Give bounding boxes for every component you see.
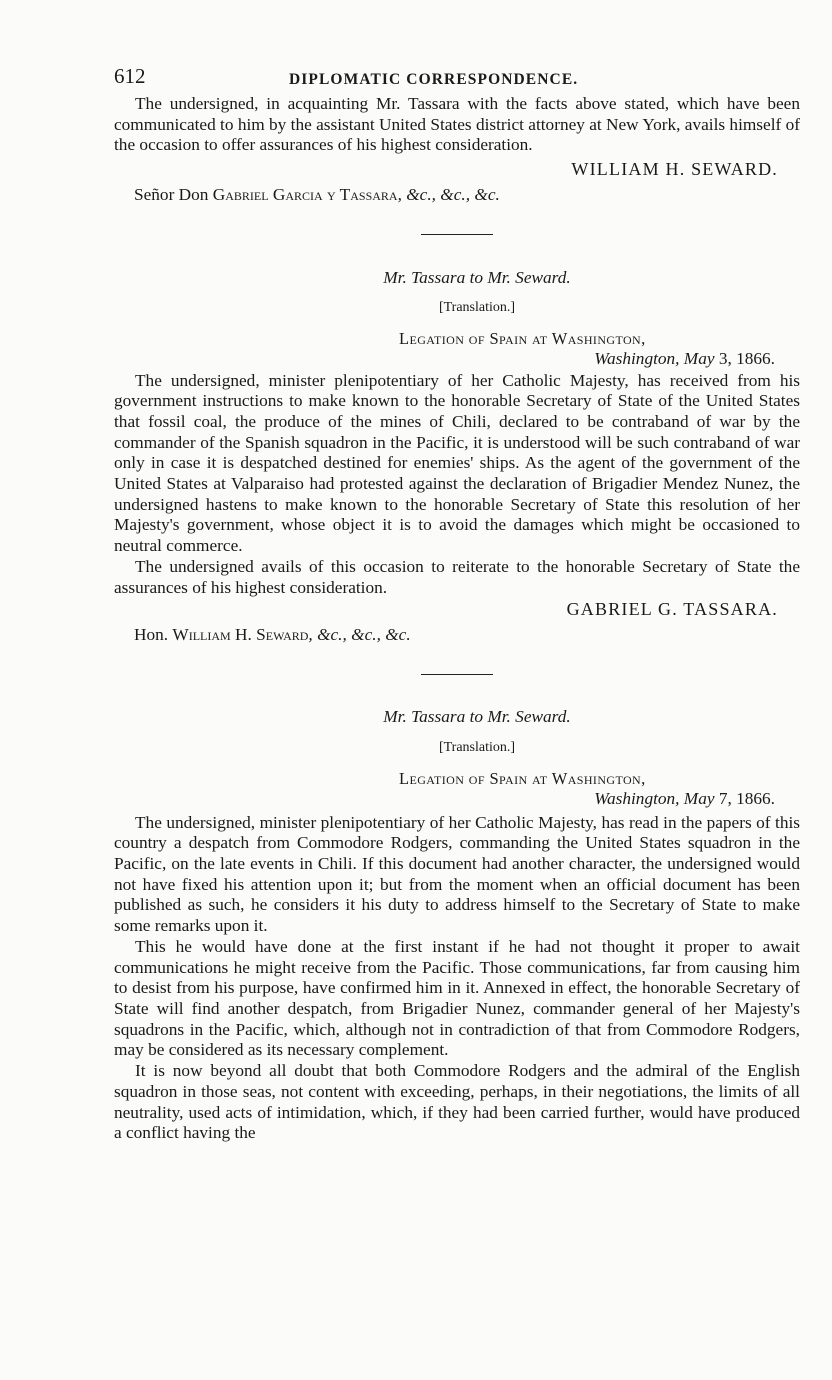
running-head	[114, 60, 800, 94]
section-divider	[421, 674, 493, 675]
letter3-translation-note: [Translation.]	[438, 739, 516, 755]
page-number: 612	[114, 64, 146, 88]
letter3-legation: Legation of Spain at Washington,	[399, 768, 646, 788]
letter3-paragraph-1: The undersigned, minister plenipotentiary of her Catholic Majesty, has read in the papers of this country a despatch from Commodore Rodgers, commanding the United States squadron in the Pacific, on the late events in Chili. If this document had another character, the undersigned would not have fixed his attention upon it; but from the moment when an official document has been published as such, he considers it his duty to address himself to the Secretary of State to make some remarks upon it.	[114, 812, 800, 936]
letter3-paragraph-3: It is now beyond all doubt that both Commodore Rodgers and the admiral of the English squadron in those seas, not content with exceeding, perhaps, in their negotiations, the limits of all neutrality, used acts of intimidation, which, if they had been carried further, would have produced a conflict having the	[114, 1061, 800, 1143]
letter3-heading: Mr. Tassara to Mr. Seward.	[383, 707, 571, 727]
document-page	[114, 60, 800, 1144]
letter2-paragraph-2: The undersigned avails of this occasion to reiterate to the honorable Secretary of State the assurances of his highest consideration.	[114, 556, 800, 597]
addressee-name: Gabriel Garcia y Tassara	[212, 185, 398, 205]
letter1-signature: WILLIAM H. SEWARD.	[571, 159, 778, 180]
letter2-signature: GABRIEL G. TASSARA.	[566, 599, 778, 620]
letter2-legation: Legation of Spain at Washington,	[399, 328, 646, 348]
letter2-addressee: Hon. William H. Seward, &c., &c., &c.	[134, 625, 411, 645]
addressee-name: William H. Seward	[172, 625, 309, 645]
letter3-paragraph-2: This he would have done at the first instant if he had not thought it proper to await communications he might receive from the Pacific. Those communications, far from causing him to desist from his purpose, have confirmed him in it. Annexed in effect, the honorable Secretary of State will find another despatch, from Brigadier Nunez, commander general of her Majesty's squadrons in the Pacific, which, although not in contradiction of that from Commodore Rodgers, may be considered as its necessary complement.	[114, 936, 800, 1060]
section-divider	[421, 234, 493, 235]
letter3-date: Washington, May 7, 1866.	[594, 788, 775, 808]
letter2-date: Washington, May 3, 1866.	[594, 348, 775, 368]
letter2-heading: Mr. Tassara to Mr. Seward.	[383, 268, 571, 288]
running-title: DIPLOMATIC CORRESPONDENCE.	[289, 71, 579, 88]
letter1-addressee: Señor Don Gabriel Garcia y Tassara, &c., &c., &c.	[134, 185, 500, 205]
letter1-paragraph: The undersigned, in acquainting Mr. Tassara with the facts above stated, which have been communicated to him by the assistant United States district attorney at New York, avails himself of the occasion to offer assurances of his highest consideration.	[114, 94, 800, 155]
letter2-translation-note: [Translation.]	[438, 299, 516, 315]
letter2-paragraph-1: The undersigned, minister plenipotentiary of her Catholic Majesty, has received from his government instructions to make known to the honorable Secretary of State of the United States that fossil coal, the produce of the mines of Chili, declared to be contraband of war by the commander of the Spanish squadron in the Pacific, it is understood will be such contraband of war only in case it is despatched destined for enemies' ships. As the agent of the government of the United States at Valparaiso had protested against the declaration of Brigadier Mendez Nunez, the undersigned hastens to make known to the honorable Secretary of State this resolution of her Majesty's government, whose object it is to avoid the damages which might be occasioned to neutral commerce.	[114, 370, 800, 556]
